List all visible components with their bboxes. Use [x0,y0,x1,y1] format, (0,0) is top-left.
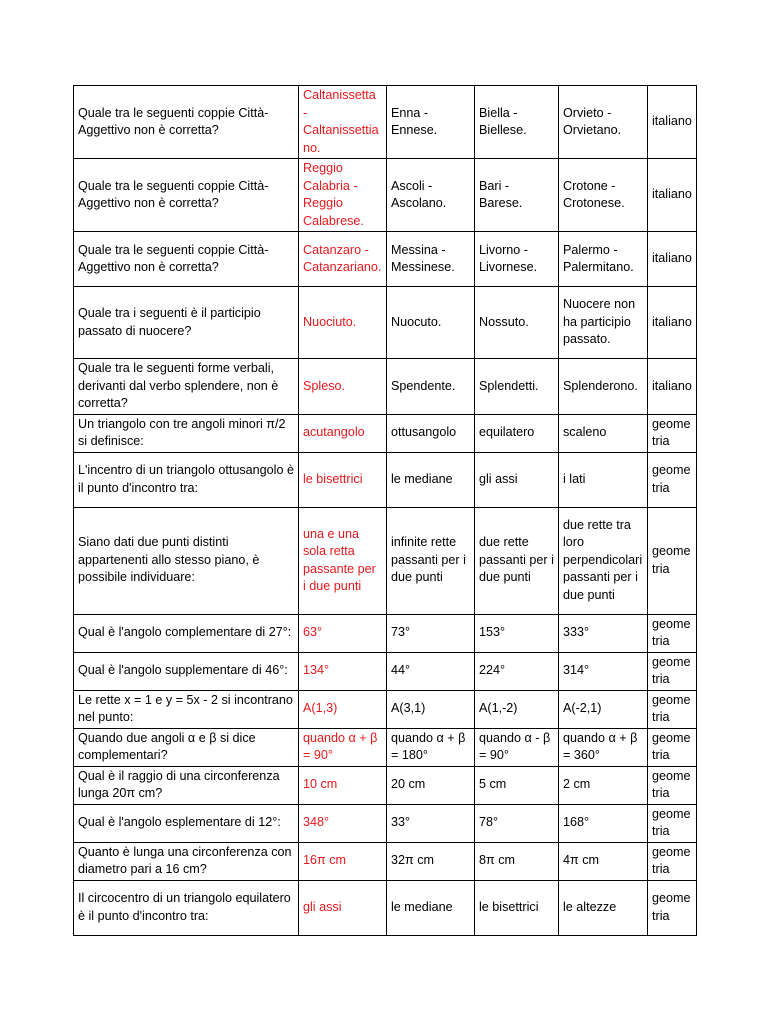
wrong-answer-2-cell: le bisettrici [475,880,559,935]
wrong-answer-2-cell: quando α - β = 90° [475,728,559,766]
correct-answer-cell: 63° [299,614,387,652]
wrong-answer-1-cell: quando α + β = 180° [387,728,475,766]
subject-cell: italiano [648,159,697,232]
table-row [74,614,697,652]
correct-answer-cell: 348° [299,804,387,842]
question-cell: Il circocentro di un triangolo equilatero è il punto d'incontro tra: [74,880,299,935]
wrong-answer-2-cell: due rette passanti per i due punti [475,507,559,614]
subject-cell: italiano [648,232,697,287]
wrong-answer-3-cell: Crotone - Crotonese. [559,159,648,232]
table-row [74,452,697,507]
correct-answer-cell: Spleso. [299,359,387,415]
wrong-answer-1-cell: le mediane [387,452,475,507]
question-cell: Quale tra le seguenti coppie Città-Aggettivo non è corretta? [74,232,299,287]
table-row [74,507,697,614]
correct-answer-cell: quando α + β = 90° [299,728,387,766]
wrong-answer-1-cell: Nuocuto. [387,287,475,359]
correct-answer-cell: Nuociuto. [299,287,387,359]
wrong-answer-2-cell: 153° [475,614,559,652]
wrong-answer-2-cell: Livorno - Livornese. [475,232,559,287]
table-row [74,652,697,690]
table-row [74,414,697,452]
wrong-answer-2-cell: Bari - Barese. [475,159,559,232]
wrong-answer-3-cell: due rette tra loro perpendicolari passanti per i due punti [559,507,648,614]
question-cell: Qual è il raggio di una circonferenza lunga 20π cm? [74,766,299,804]
correct-answer-cell: le bisettrici [299,452,387,507]
wrong-answer-3-cell: quando α + β = 360° [559,728,648,766]
wrong-answer-3-cell: A(-2,1) [559,690,648,728]
correct-answer-cell: Catanzaro - Catanzariano. [299,232,387,287]
subject-cell: italiano [648,86,697,159]
wrong-answer-1-cell: A(3,1) [387,690,475,728]
table-row [74,766,697,804]
wrong-answer-2-cell: gli assi [475,452,559,507]
wrong-answer-2-cell: Biella - Biellese. [475,86,559,159]
wrong-answer-1-cell: 73° [387,614,475,652]
wrong-answer-1-cell: Ascoli - Ascolano. [387,159,475,232]
subject-cell: geometria [648,804,697,842]
question-cell: L'incentro di un triangolo ottusangolo è il punto d'incontro tra: [74,452,299,507]
subject-cell: italiano [648,287,697,359]
question-cell: Quale tra le seguenti coppie Città-Aggettivo non è corretta? [74,86,299,159]
subject-cell: italiano [648,359,697,415]
correct-answer-cell: una e una sola retta passante per i due punti [299,507,387,614]
subject-cell: geometria [648,842,697,880]
table-row [74,842,697,880]
wrong-answer-1-cell: le mediane [387,880,475,935]
wrong-answer-2-cell: 224° [475,652,559,690]
wrong-answer-2-cell: 78° [475,804,559,842]
question-cell: Qual è l'angolo supplementare di 46°: [74,652,299,690]
wrong-answer-3-cell: scaleno [559,414,648,452]
wrong-answer-3-cell: Orvieto - Orvietano. [559,86,648,159]
subject-cell: geometria [648,452,697,507]
table-row [74,359,697,415]
wrong-answer-3-cell: 2 cm [559,766,648,804]
correct-answer-cell: Caltanissetta - Caltanissettiano. [299,86,387,159]
wrong-answer-2-cell: 8π cm [475,842,559,880]
correct-answer-cell: acutangolo [299,414,387,452]
subject-cell: geometria [648,728,697,766]
wrong-answer-2-cell: equilatero [475,414,559,452]
wrong-answer-3-cell: Nuocere non ha participio passato. [559,287,648,359]
quiz-table-body [74,86,697,936]
table-row [74,86,697,159]
question-cell: Un triangolo con tre angoli minori π/2 si definisce: [74,414,299,452]
wrong-answer-3-cell: 333° [559,614,648,652]
wrong-answer-1-cell: 32π cm [387,842,475,880]
wrong-answer-3-cell: 168° [559,804,648,842]
wrong-answer-2-cell: A(1,-2) [475,690,559,728]
wrong-answer-2-cell: Splendetti. [475,359,559,415]
subject-cell: geometria [648,507,697,614]
wrong-answer-1-cell: 33° [387,804,475,842]
correct-answer-cell: gli assi [299,880,387,935]
table-row [74,690,697,728]
question-cell: Quale tra le seguenti forme verbali, derivanti dal verbo splendere, non è corretta? [74,359,299,415]
wrong-answer-1-cell: ottusangolo [387,414,475,452]
wrong-answer-1-cell: Messina - Messinese. [387,232,475,287]
correct-answer-cell: 16π cm [299,842,387,880]
correct-answer-cell: A(1,3) [299,690,387,728]
table-row [74,232,697,287]
wrong-answer-3-cell: le altezze [559,880,648,935]
question-cell: Quale tra i seguenti è il participio passato di nuocere? [74,287,299,359]
wrong-answer-1-cell: Spendente. [387,359,475,415]
table-row [74,287,697,359]
table-row [74,159,697,232]
wrong-answer-3-cell: Splenderono. [559,359,648,415]
wrong-answer-3-cell: i lati [559,452,648,507]
subject-cell: geometria [648,880,697,935]
wrong-answer-1-cell: infinite rette passanti per i due punti [387,507,475,614]
table-row [74,728,697,766]
question-cell: Qual è l'angolo complementare di 27°: [74,614,299,652]
wrong-answer-2-cell: Nossuto. [475,287,559,359]
wrong-answer-3-cell: 4π cm [559,842,648,880]
question-cell: Quale tra le seguenti coppie Città-Aggettivo non è corretta? [74,159,299,232]
wrong-answer-3-cell: Palermo - Palermitano. [559,232,648,287]
correct-answer-cell: 134° [299,652,387,690]
question-cell: Siano dati due punti distinti appartenenti allo stesso piano, è possibile individuare: [74,507,299,614]
table-row [74,880,697,935]
question-cell: Le rette x = 1 e y = 5x - 2 si incontrano nel punto: [74,690,299,728]
correct-answer-cell: Reggio Calabria - Reggio Calabrese. [299,159,387,232]
subject-cell: geometria [648,766,697,804]
question-cell: Qual è l'angolo esplementare di 12°: [74,804,299,842]
wrong-answer-1-cell: 44° [387,652,475,690]
wrong-answer-1-cell: 20 cm [387,766,475,804]
wrong-answer-2-cell: 5 cm [475,766,559,804]
subject-cell: geometria [648,614,697,652]
correct-answer-cell: 10 cm [299,766,387,804]
question-cell: Quando due angoli α e β si dice complementari? [74,728,299,766]
subject-cell: geometria [648,652,697,690]
wrong-answer-1-cell: Enna - Ennese. [387,86,475,159]
subject-cell: geometria [648,690,697,728]
table-row [74,804,697,842]
quiz-table [73,85,697,936]
subject-cell: geometria [648,414,697,452]
question-cell: Quanto è lunga una circonferenza con diametro pari a 16 cm? [74,842,299,880]
wrong-answer-3-cell: 314° [559,652,648,690]
